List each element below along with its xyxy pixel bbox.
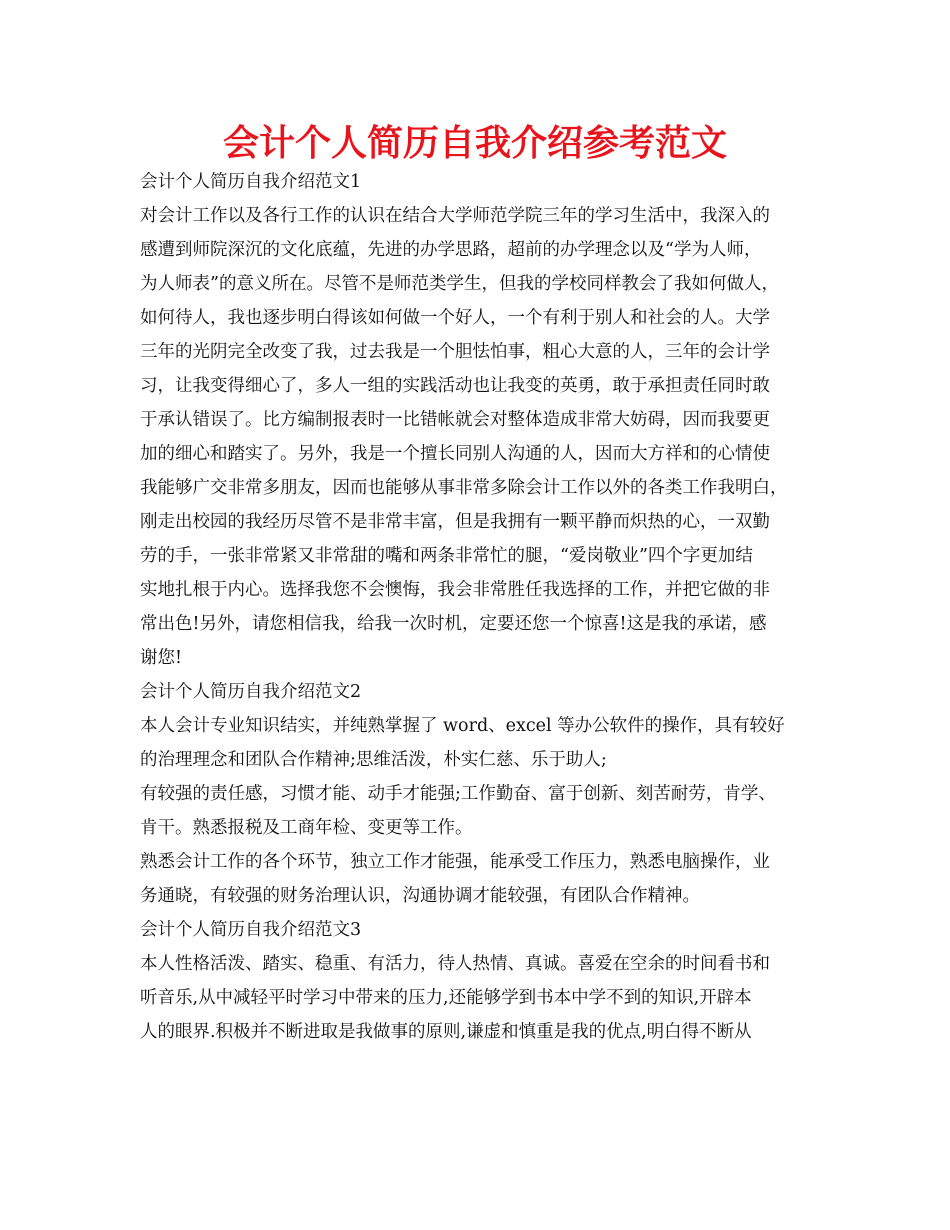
text-line: 务通晓，有较强的财务治理认识，沟通协调才能较强，有团队合作精神。 — [140, 886, 700, 906]
text-line: 刚走出校园的我经历尽管不是非常丰富，但是我拥有一颗平静而炽热的心，一双勤 — [140, 512, 770, 532]
text-line: 有较强的责任感，习惯才能、动手才能强;工作勤奋、富于创新、刻苦耐劳，肯学、 — [140, 784, 776, 804]
text-line: 为人师表”的意义所在。尽管不是师范类学生，但我的学校同样教会了我如何做人， — [140, 274, 779, 294]
section-heading: 会计个人简历自我介绍范文3 — [140, 920, 362, 940]
text-line: 肯干。熟悉报税及工商年检、变更等工作。 — [140, 818, 473, 838]
text-line: 加的细心和踏实了。另外，我是一个擅长同别人沟通的人，因而大方祥和的心情使 — [140, 444, 770, 464]
document-title: 会计个人简历自我介绍参考范文 — [222, 123, 727, 164]
text-line: 听音乐,从中减轻平时学习中带来的压力,还能够学到书本中学不到的知识,开辟本 — [140, 988, 752, 1008]
text-line: 谢您! — [140, 648, 183, 668]
text-line: 实地扎根于内心。选择我您不会懊悔，我会非常胜任我选择的工作，并把它做的非 — [140, 580, 770, 600]
text-line: 本人会计专业知识结实，并纯熟掌握了 word、excel 等办公软件的操作，具有较好 — [140, 716, 785, 736]
section-heading: 会计个人简历自我介绍范文1 — [140, 172, 362, 192]
text-line: 对会计工作以及各行工作的认识在结合大学师范学院三年的学习生活中，我深入的 — [140, 206, 770, 226]
text-line: 于承认错误了。比方编制报表时一比错帐就会对整体造成非常大妨碍，因而我要更 — [140, 410, 770, 430]
text-line: 常出色!另外，请您相信我，给我一次时机，定要还您一个惊喜!这是我的承诺，感 — [140, 614, 767, 634]
text-line: 的治理理念和团队合作精神;思维活泼，朴实仁慈、乐于助人; — [140, 750, 607, 770]
text-line: 感遭到师院深沉的文化底蕴，先进的办学思路，超前的办学理念以及“学为人师， — [140, 240, 762, 260]
section-heading: 会计个人简历自我介绍范文2 — [140, 682, 362, 702]
text-line: 人的眼界.积极并不断进取是我做事的原则,谦虚和慎重是我的优点,明白得不断从 — [140, 1022, 752, 1042]
text-line: 习，让我变得细心了，多人一组的实践活动也让我变的英勇，敢于承担责任同时敢 — [140, 376, 770, 396]
text-line: 熟悉会计工作的各个环节，独立工作才能强，能承受工作压力，熟悉电脑操作，业 — [140, 852, 770, 872]
text-line: 本人性格活泼、踏实、稳重、有活力，待人热情、真诚。喜爱在空余的时间看书和 — [140, 954, 770, 974]
document-body — [140, 165, 830, 1049]
text-line: 劳的手，一张非常紧又非常甜的嘴和两条非常忙的腿，“爱岗敬业”四个字更加结 — [140, 546, 753, 566]
text-line: 如何待人，我也逐步明白得该如何做一个好人，一个有利于别人和社会的人。大学 — [140, 308, 770, 328]
text-line: 三年的光阴完全改变了我，过去我是一个胆怯怕事，粗心大意的人，三年的会计学 — [140, 342, 770, 362]
text-line: 我能够广交非常多朋友，因而也能够从事非常多除会计工作以外的各类工作我明白， — [140, 478, 788, 498]
